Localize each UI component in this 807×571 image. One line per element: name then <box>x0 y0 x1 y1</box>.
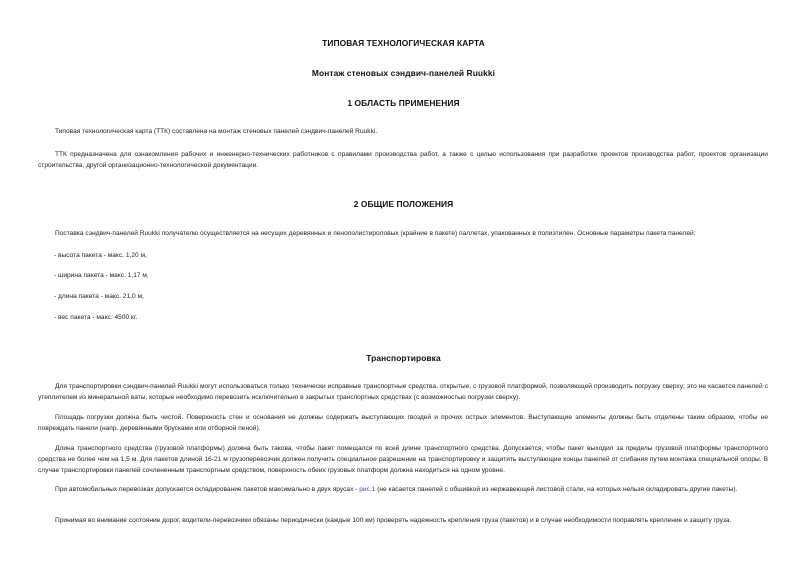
list-item: - ширина пакета - макс. 1,17 м, <box>54 272 149 279</box>
list-item: - вес пакета - макс. 4500 кг. <box>54 314 138 321</box>
document-subtitle: Монтаж стеновых сэндвич-панелей Ruukki <box>311 68 496 78</box>
transport-paragraph-1: Для транспортировки сэндвич-панелей Ruukki могут использоваться только технически исправные транспортные средства, открытые, с грузовой платформой, позволяющей производить погрузку сверху; это не касается панелей с утеплителем из минеральной ваты, которые необходимо перевозить исключительно в закрытых транспортных средствах (с возможностью погрузки сверху). <box>38 383 768 401</box>
transport-paragraph-4 <box>38 484 768 495</box>
transport-paragraph-4-text: При автомобильных перевозках допускается складирование пакетов максимально в двух ярусах - <box>55 486 360 493</box>
list-item: - высота пакета - макс. 1,20 м, <box>54 252 147 259</box>
transport-paragraph-5: Принимая во внимание состояние дорог, водители-перевозчики обязаны периодически (каждые 100 км) проверять надежность крепления груза (пакетов) и в случае необходимости поправлять крепление и защиту груза. <box>55 517 732 524</box>
list-item: - длина пакета - макс. 21,0 м, <box>54 293 144 300</box>
transport-paragraph-4-tail: (не касается панелей с обшивкой из нержавеющей листовой стали, на которых нельзя складировать другие пакеты). <box>375 486 738 493</box>
transport-paragraph-3: Длина транспортного средства (грузовой платформы) должна быть такова, чтобы пакет помещался по всей длине транспортного средства. Допускается, чтобы пакет выходил за пределы грузовой платформы транспортного средства не более чем на 1,5 м. Для пакетов длиной 16-21 м грузоперевозчик должен получить специальное разрешение на транспортировку и защитить выступающие концы панелей от сгибания путем монтажа специальной опоры. В случае транспортировки панелей сочлененным транспортным средством, поверхность обеих грузовых платформ должна находиться на одном уровне. <box>38 445 768 474</box>
transport-paragraph-2: Площадь погрузки должна быть чистой. Поверхность стен и основания не должны содержать выступающих гвоздей и прочих острых элементов. Выступающие элементы должны быть отделены таким образом, чтобы не повреждать панели (напр. деревянными брусками или отборной пеной). <box>38 414 768 432</box>
transport-heading: Транспортировка <box>366 353 441 363</box>
section-2-heading: 2 ОБЩИЕ ПОЛОЖЕНИЯ <box>353 199 454 209</box>
section-1-heading: 1 ОБЛАСТЬ ПРИМЕНЕНИЯ <box>347 98 460 108</box>
document-title: ТИПОВАЯ ТЕХНОЛОГИЧЕСКАЯ КАРТА <box>322 38 485 48</box>
section-2-paragraph-1: Поставка сэндвич-панелей Ruukki получателю осуществляется на несущих деревянных и пенополистироловых (крайние в пакете) паллетах, упакованных в полиэтилен. Основные параметры пакета панелей: <box>55 230 696 237</box>
section-1-paragraph-1: Типовая технологическая карта (ТТК) составлена на монтаж стеновых панелей сэндвич-панелей Ruukki. <box>55 128 378 135</box>
section-1-paragraph-2: ТТК предназначена для ознакомления рабочих и инженерно-технических работников с правилами производства работ, а также с целью использования при разработке проектов производства работ, проектов организации строительства, другой организационно-технологической документации. <box>38 151 768 169</box>
figure-1-link[interactable]: рис.1 <box>359 486 376 493</box>
